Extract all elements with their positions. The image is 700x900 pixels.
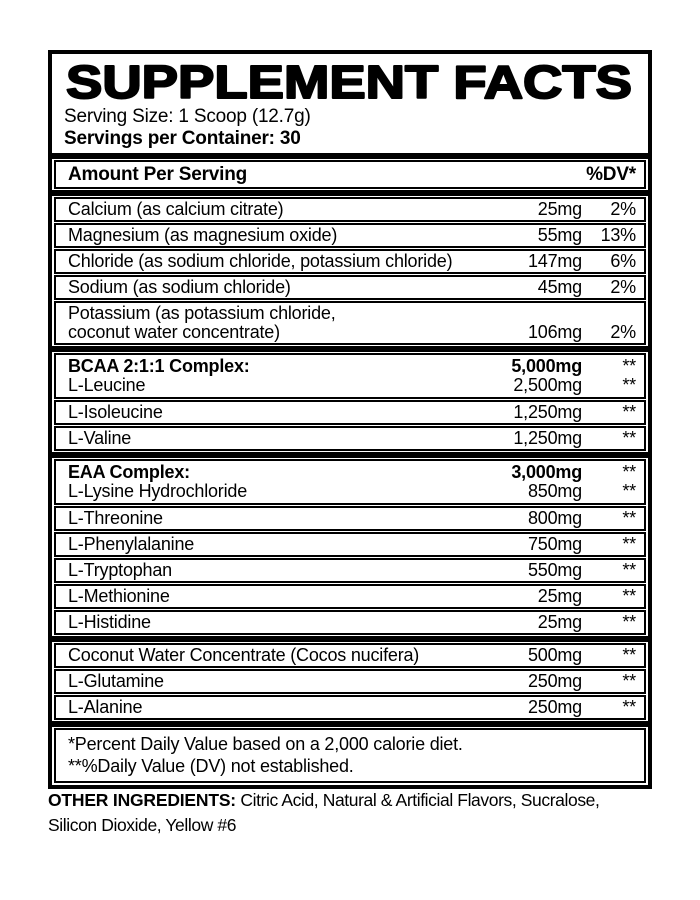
- nutrient-dv: **: [622, 697, 636, 717]
- row-coconut-water: [54, 643, 646, 668]
- facts-title: [64, 58, 644, 106]
- nutrient-amount: 750mg: [527, 534, 582, 554]
- nutrient-name: Coconut Water Concentrate (Cocos nucifera): [68, 645, 420, 665]
- row-histidine: [54, 610, 646, 635]
- nutrient-name: L-Leucine: [68, 375, 146, 395]
- nutrient-name: L-Alanine: [68, 697, 143, 717]
- servings-per-container: Servings per Container: 30: [64, 128, 301, 149]
- row-isoleucine: [54, 400, 646, 425]
- amount-per-serving-header: Amount Per Serving: [68, 164, 248, 185]
- nutrient-dv: **: [622, 462, 636, 482]
- nutrient-dv: **: [622, 671, 636, 691]
- nutrient-name: L-Phenylalanine: [68, 534, 195, 554]
- nutrient-name: Magnesium (as magnesium oxide): [68, 225, 338, 245]
- nutrient-name: [68, 304, 490, 342]
- nutrient-amount: 3,000mg: [511, 462, 582, 482]
- nutrient-name: L-Tryptophan: [68, 560, 172, 580]
- nutrient-amount: 25mg: [537, 199, 582, 219]
- nutrient-amount: 25mg: [537, 612, 582, 632]
- nutrient-amount: 850mg: [527, 481, 582, 501]
- footnote-box: [54, 728, 646, 783]
- row-chloride: [54, 249, 646, 274]
- row-potassium: [54, 301, 646, 345]
- row-methionine: [54, 584, 646, 609]
- nutrient-dv: 2%: [610, 277, 636, 297]
- nutrient-dv: 6%: [610, 251, 636, 271]
- section-divider: [52, 636, 648, 642]
- nutrient-name: Calcium (as calcium citrate): [68, 199, 284, 219]
- serving-size: Serving Size: 1 Scoop (12.7g): [64, 106, 311, 127]
- facts-title-text: SUPPLEMENT FACTS: [66, 56, 632, 108]
- nutrient-name: L-Threonine: [68, 508, 163, 528]
- row-alanine: [54, 695, 646, 720]
- dv-header: %DV*: [586, 164, 636, 185]
- masthead: [54, 54, 646, 152]
- nutrient-name: L-Lysine Hydrochloride: [68, 481, 248, 501]
- other-ingredients: [48, 788, 688, 838]
- nutrient-amount: 147mg: [527, 251, 582, 271]
- section-divider: [52, 721, 648, 727]
- nutrient-dv: 2%: [610, 199, 636, 219]
- nutrient-name-line1: Potassium (as potassium chloride,: [68, 303, 336, 323]
- row-sodium: [54, 275, 646, 300]
- group-sub-line: [68, 376, 636, 395]
- nutrient-amount: 250mg: [527, 671, 582, 691]
- nutrient-name: L-Glutamine: [68, 671, 164, 691]
- section-divider: [52, 190, 648, 196]
- nutrient-dv: **: [622, 428, 636, 448]
- section-divider: [52, 452, 648, 458]
- footnote-daily-value: *Percent Daily Value based on a 2,000 calorie diet.: [68, 734, 463, 754]
- nutrient-dv: **: [622, 508, 636, 528]
- row-tryptophan: [54, 558, 646, 583]
- nutrient-amount: 25mg: [537, 586, 582, 606]
- footnote-dv-not-established: **%Daily Value (DV) not established.: [68, 756, 354, 776]
- nutrient-dv: **: [622, 534, 636, 554]
- nutrient-dv: **: [622, 612, 636, 632]
- nutrient-name: L-Isoleucine: [68, 402, 163, 422]
- nutrient-dv: **: [622, 586, 636, 606]
- nutrient-name: BCAA 2:1:1 Complex:: [68, 356, 250, 376]
- other-ingredients-text: Citric Acid, Natural & Artificial Flavors, Sucralose,: [235, 790, 600, 810]
- nutrient-amount: 500mg: [527, 645, 582, 665]
- row-magnesium: [54, 223, 646, 248]
- nutrient-amount: 250mg: [527, 697, 582, 717]
- other-ingredients-line1: [48, 788, 688, 813]
- nutrient-name: Chloride (as sodium chloride, potassium chloride): [68, 251, 453, 271]
- row-calcium: [54, 197, 646, 222]
- nutrient-name: Sodium (as sodium chloride): [68, 277, 291, 297]
- nutrient-dv: **: [622, 560, 636, 580]
- nutrient-amount: 1,250mg: [513, 402, 582, 422]
- nutrient-amount: 2,500mg: [513, 375, 582, 395]
- row-bcaa-complex: [54, 353, 646, 399]
- row-eaa-complex: [54, 459, 646, 505]
- column-header-row: [54, 160, 646, 189]
- row-glutamine: [54, 669, 646, 694]
- nutrient-dv: **: [622, 375, 636, 395]
- nutrient-dv: 13%: [600, 225, 636, 245]
- nutrient-amount: 1,250mg: [513, 428, 582, 448]
- nutrient-amount: 45mg: [537, 277, 582, 297]
- nutrient-name: EAA Complex:: [68, 462, 190, 482]
- group-sub-line: [68, 482, 636, 501]
- section-divider: [52, 153, 648, 159]
- nutrient-name: L-Valine: [68, 428, 132, 448]
- row-threonine: [54, 506, 646, 531]
- supplement-facts-panel: [48, 50, 652, 789]
- nutrient-amount: 106mg: [527, 322, 582, 342]
- group-header-line: [68, 463, 636, 482]
- nutrient-dv: **: [622, 356, 636, 376]
- nutrient-name: L-Methionine: [68, 586, 170, 606]
- nutrient-name: L-Histidine: [68, 612, 151, 632]
- section-divider: [52, 346, 648, 352]
- nutrient-amount: 5,000mg: [511, 356, 582, 376]
- nutrient-name-line2: coconut water concentrate): [68, 322, 280, 342]
- nutrient-amount: 55mg: [537, 225, 582, 245]
- nutrient-dv: **: [622, 645, 636, 665]
- nutrient-amount: 550mg: [527, 560, 582, 580]
- other-ingredients-label: OTHER INGREDIENTS:: [48, 790, 236, 810]
- other-ingredients-line2: Silicon Dioxide, Yellow #6: [48, 815, 237, 835]
- nutrient-amount: 800mg: [527, 508, 582, 528]
- row-phenylalanine: [54, 532, 646, 557]
- nutrient-dv: **: [622, 402, 636, 422]
- nutrient-dv: **: [622, 481, 636, 501]
- row-valine: [54, 426, 646, 451]
- nutrient-dv: 2%: [610, 322, 636, 342]
- group-header-line: [68, 357, 636, 376]
